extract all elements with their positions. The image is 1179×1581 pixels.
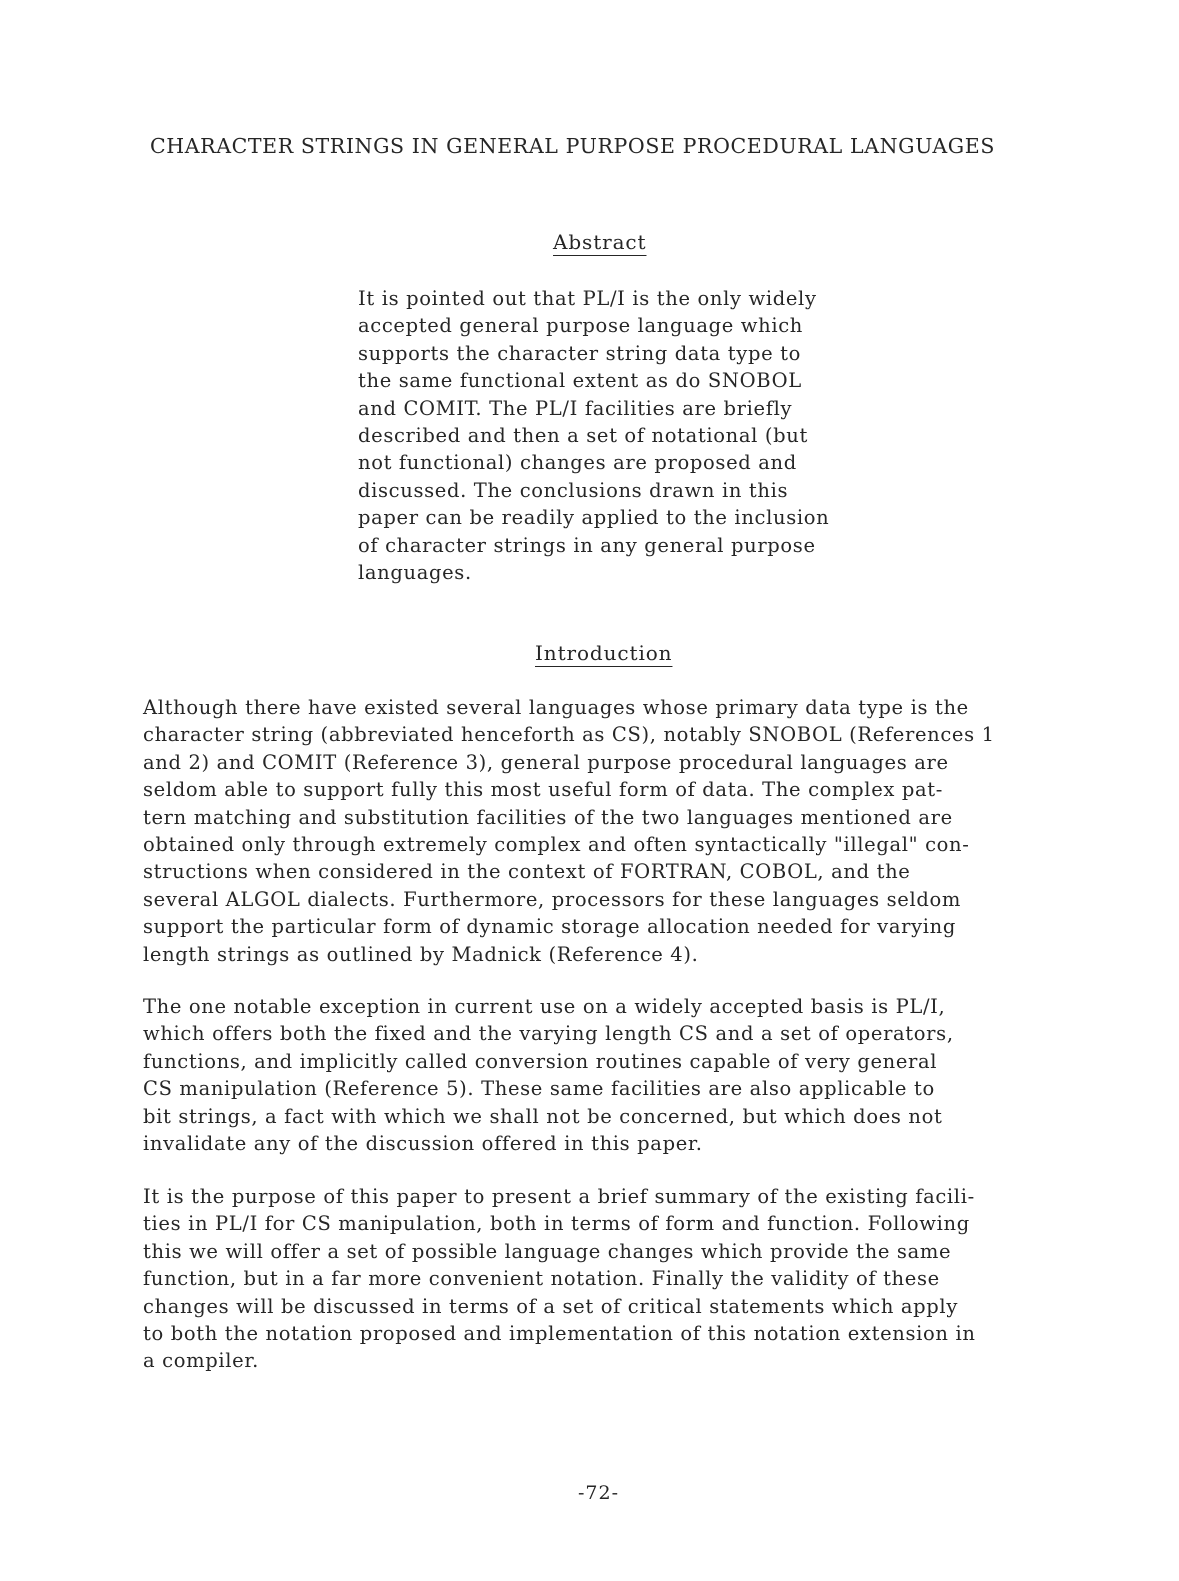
paragraph-line: to both the notation proposed and implementation of this notation extension in (143, 1321, 976, 1345)
paragraph-line: tern matching and substitution facilities of the two languages mentioned are (143, 805, 953, 829)
paragraph-line: character string (abbreviated henceforth as CS), notably SNOBOL (References 1 (143, 723, 995, 747)
abstract-line: not functional) changes are proposed and (358, 451, 797, 475)
introduction-paragraph-1 (143, 694, 995, 968)
abstract-line: the same functional extent as do SNOBOL (358, 369, 802, 393)
paragraph-line: bit strings, a fact with which we shall not be concerned, but which does not (143, 1104, 943, 1128)
abstract-line: described and then a set of notational (but (358, 423, 808, 447)
abstract-body (358, 285, 829, 586)
paragraph-line: function, but in a far more convenient notation. Finally the validity of these (143, 1267, 940, 1291)
abstract-line: It is pointed out that PL/I is the only widely (358, 287, 817, 310)
paragraph-line: seldom able to support fully this most useful form of data. The complex pat- (143, 778, 944, 802)
introduction-paragraph-3 (143, 1183, 976, 1375)
paragraph-line: obtained only through extremely complex and often syntactically "illegal" con- (143, 832, 970, 856)
abstract-line: accepted general purpose language which (358, 314, 804, 338)
abstract-line: languages. (358, 560, 472, 584)
abstract-line: and COMIT. The PL/I facilities are briefly (358, 396, 793, 420)
paper-title: CHARACTER STRINGS IN GENERAL PURPOSE PROCEDURAL LANGUAGES (150, 134, 995, 158)
paragraph-line: several ALGOL dialects. Furthermore, processors for these languages seldom (143, 887, 962, 911)
introduction-heading: Introduction (535, 641, 673, 665)
paragraph-line: invalidate any of the discussion offered in this paper. (143, 1131, 703, 1155)
paragraph-line: and 2) and COMIT (Reference 3), general purpose procedural languages are (143, 750, 949, 774)
introduction-paragraph-2 (143, 993, 954, 1157)
abstract-line: supports the character string data type to (358, 341, 801, 365)
abstract-line: of character strings in any general purpose (358, 533, 816, 557)
paragraph-line: It is the purpose of this paper to present a brief summary of the existing facili- (143, 1185, 975, 1208)
paragraph-line: The one notable exception in current use on a widely accepted basis is PL/I, (143, 995, 946, 1018)
abstract-line: discussed. The conclusions drawn in this (358, 478, 789, 502)
paragraph-line: which offers both the fixed and the varying length CS and a set of operators, (143, 1022, 954, 1046)
page-number: -72- (578, 1482, 620, 1504)
abstract-line: paper can be readily applied to the inclusion (358, 506, 830, 530)
paragraph-line: length strings as outlined by Madnick (Reference 4). (143, 942, 699, 966)
paragraph-line: CS manipulation (Reference 5). These same facilities are also applicable to (143, 1077, 935, 1101)
paragraph-line: this we will offer a set of possible language changes which provide the same (143, 1239, 952, 1263)
paragraph-line: functions, and implicitly called conversion routines capable of very general (143, 1049, 938, 1073)
paragraph-line: changes will be discussed in terms of a set of critical statements which apply (143, 1294, 958, 1318)
paragraph-line: ties in PL/I for CS manipulation, both in terms of form and function. Following (143, 1212, 970, 1236)
paragraph-line: a compiler. (143, 1349, 259, 1373)
paragraph-line: structions when considered in the context of FORTRAN, COBOL, and the (143, 860, 911, 884)
abstract-heading: Abstract (553, 230, 647, 254)
paragraph-line: Although there have existed several languages whose primary data type is the (143, 696, 969, 719)
paragraph-line: support the particular form of dynamic storage allocation needed for varying (143, 915, 956, 939)
